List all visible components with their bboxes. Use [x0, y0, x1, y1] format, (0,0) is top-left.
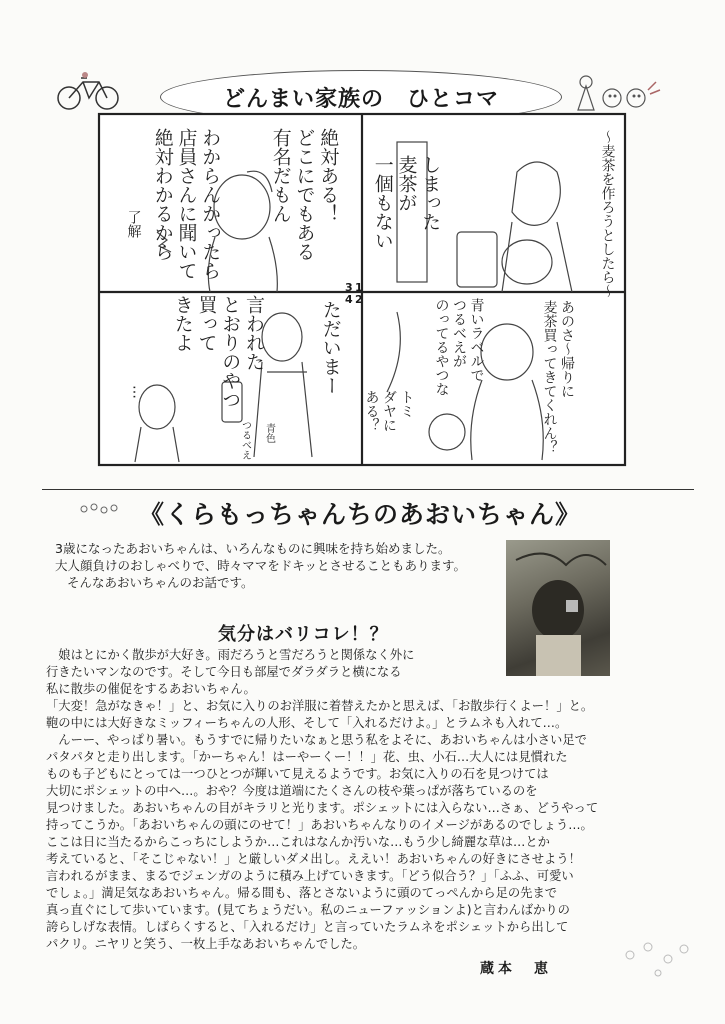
comic-panel1-caption: 〜麦茶を作ろうとしたら〜: [599, 130, 616, 298]
body-line: でしょ。」満足気なあおいちゃん。帰る間も、落とさないように頭のてっぺんから足の先まで: [46, 886, 558, 900]
comic-panel2-reply: 了解: [125, 210, 142, 238]
intro-line: そんなあおいちゃんのお話です。: [67, 575, 254, 590]
bicycle-illustration: [55, 68, 125, 112]
comic-panel4-label-tsurube: つるべえ: [239, 420, 251, 460]
body-line: 見つけました。あおいちゃんの目がキラリと光ります。ポシェットには入らない…さぁ、どうやって: [46, 801, 599, 815]
article-author: 蔵本 恵: [480, 961, 552, 977]
comic-panel3-bubble2: 青いラベルで つるべえが のってるやつな: [433, 298, 485, 396]
panel-number: 1: [355, 281, 363, 294]
characters-illustration: [572, 70, 662, 115]
comic-panel2-bubble-right: 絶対ある！ どこにでもある 有名だもん: [269, 128, 340, 261]
intro-line: 大人顔負けのおしゃべりで、時々ママをドキッとさせることもあります。: [55, 558, 467, 573]
body-line: 大切にポシェットの中へ…。おや？今度は道端にたくさんの枝や葉っぱが落ちているのを: [46, 784, 538, 798]
section-divider: [42, 489, 694, 490]
body-line: パクリ。ニヤリと笑う、一枚上手なあおいちゃんでした。: [46, 937, 366, 951]
flower-icon: [78, 500, 122, 518]
article-body: [46, 647, 696, 953]
panel-number: 2: [355, 293, 363, 306]
body-line: んーー、やっぱり暑い。もうすでに帰りたいなぁと思う私をよそに、あおいちゃんは小さい足で: [46, 733, 587, 747]
body-line: 「大変！急がなきゃ！」と、お気に入りのお洋服に着替えたかと思えば、「お散歩行くよー！」と。: [46, 699, 594, 713]
panel-number: 4: [345, 293, 353, 306]
body-line: 誇らしげな表情。しばらくすると、「入れるだけ」と言っていたラムネをポシェットから出して: [46, 920, 569, 934]
body-line: 行きたいマンなのです。そして今日も部屋でダラダラと横になる: [46, 665, 402, 679]
body-line: 私に散歩の催促をするあおいちゃん。: [46, 682, 256, 696]
intro-line: 3歳になったあおいちゃんは、いろんなものに興味を持ち始めました。: [55, 541, 451, 556]
corner-flowers-illustration: [618, 935, 698, 985]
body-line: 真っ直ぐにして歩いています。(見てちょうだい。私のニューファッションよ)と言わんばかりの: [46, 903, 570, 917]
body-line: 言われるがまま、まるでジェンガのように積み上げていきます。「どう似合う？」「ふふ、可愛い: [46, 869, 574, 883]
body-line: 娘はとにかく散歩が大好き。雨だろうと雪だろうと関係なく外に: [46, 648, 415, 662]
panel-number: 3: [345, 281, 353, 294]
page-banner-title: どんまい家族の ひとコマ: [160, 70, 562, 124]
comic-panel3-bubble1: あのさ〜帰りに 麦茶買ってきてくれん？: [541, 300, 575, 454]
body-line: ここは日に当たるからこっちにしようか…これはなんか汚いな…もう少し綺麗な草は…とか: [46, 835, 550, 849]
body-line: ものも子どもにとっては一つひとつが輝いて見えるようです。お気に入りの石を見つけては: [46, 767, 549, 781]
comic-panel1-bubble: しまった 麦茶が 一個もない: [371, 155, 442, 250]
comic-panel3-bubble3: トミ ダヤに ある？: [363, 390, 415, 432]
comic-panel4-bubble-left: 言われた とおりのやつ 買って きたよ: [171, 295, 265, 409]
body-line: 持ってこうか。「あおいちゃんの頭にのせて！」あおいちゃんなりのイメージがあるのでしょう…。: [46, 818, 593, 832]
comic-panel4-bubble-right: ただいまー: [319, 300, 342, 395]
comic-panel4-dots: …: [129, 385, 146, 399]
article-subheading: 気分はバリコレ！？: [218, 624, 389, 645]
article-intro: [55, 540, 500, 591]
comic-panel4-label-blue: 青色: [263, 423, 275, 443]
article-title: 《くらもっちゃんちのあおいちゃん》: [138, 500, 581, 529]
body-line: 鞄の中には大好きなミッフィーちゃんの人形、そして「入れるだけよ。」とラムネも入れて…。: [46, 716, 568, 730]
body-line: パタパタと走り出します。「かーちゃん！はーやーくー！！」花、虫、小石…大人には見慣れた: [46, 750, 568, 764]
comic-panel2-bubble-left: わからんかったら 店員さんに聞いて 絶対わかるから: [151, 128, 222, 280]
body-line: 考えていると、「そこじゃない！」と厳しいダメ出し。ええい！あおいちゃんの好きにさせよう！: [46, 852, 581, 866]
